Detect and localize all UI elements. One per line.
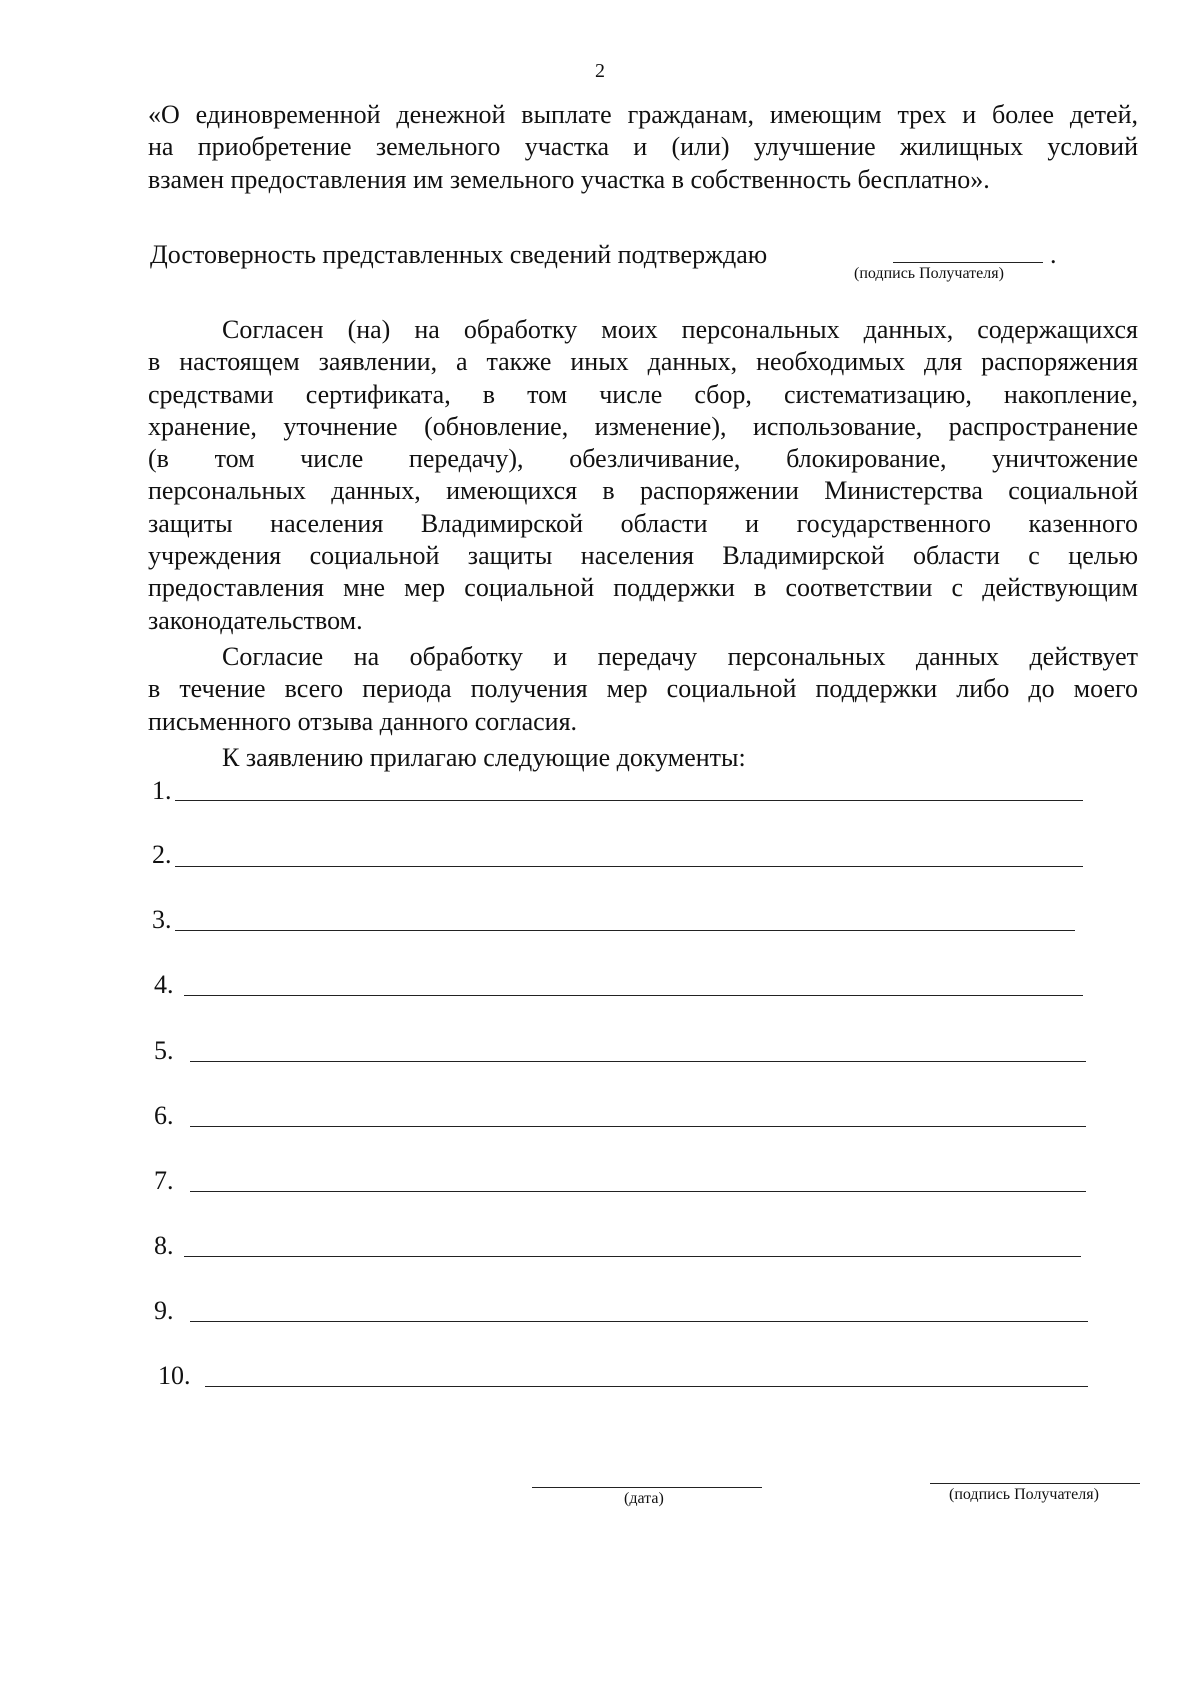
trailing-dot: . [1050,240,1057,269]
consent-line: средствами сертификата, в том числе сбор, систематизацию, накопление, [148,379,1138,409]
document-number: 8. [154,1231,174,1260]
document-entry-line[interactable] [184,995,1083,996]
validity-line: письменного отзыва данного согласия. [148,706,578,736]
document-entry-line[interactable] [175,930,1075,931]
document-number: 7. [154,1166,174,1195]
validity-paragraph [148,641,1138,706]
validity-line: Согласие на обработку и передачу персональных данных действует [222,642,1138,671]
validity-paragraph-end [148,706,1138,738]
page-number: 2 [595,60,605,82]
consent-line: в настоящем заявлении, а также иных данных, необходимых для распоряжения [148,347,1138,377]
signature-line[interactable] [893,262,1043,263]
consent-line: предоставления мне мер социальной поддержки в соответствии с действующим [148,573,1138,603]
document-number: 4. [154,970,174,999]
consent-line: хранение, уточнение (обновление, изменение), использование, распространение [148,411,1138,441]
intro-line: «О единовременной денежной выплате гражданам, имеющим трех и более детей, [148,100,1138,129]
documents-title: К заявлению прилагаю следующие документы: [222,743,746,772]
document-number: 6. [154,1101,174,1130]
document-entry-line[interactable] [190,1191,1086,1192]
document-entry-line[interactable] [205,1386,1088,1387]
document-number: 10. [158,1361,191,1390]
consent-line: персональных данных, имеющихся в распоряжении Министерства социальной [148,476,1138,506]
document-entry-line[interactable] [190,1061,1086,1062]
document-entry-line[interactable] [190,1126,1086,1127]
intro-paragraph-end [148,164,1138,196]
intro-line: взамен предоставления им земельного участка в собственность бесплатно». [148,164,990,194]
document-entry-line[interactable] [184,1256,1081,1257]
document-number: 1. [152,776,172,805]
intro-line: на приобретение земельного участка и (или) улучшение жилищных условий [148,132,1138,162]
consent-line: Согласен (на) на обработку моих персональных данных, содержащихся [222,315,1138,344]
footer-signature-caption: (подпись Получателя) [949,1486,1099,1503]
document-number: 2. [152,840,172,869]
validity-line: в течение всего периода получения мер социальной поддержки либо до моего [148,674,1138,704]
document-number: 3. [152,905,172,934]
document-entry-line[interactable] [190,1321,1088,1322]
date-caption: (дата) [624,1490,664,1507]
document-number: 9. [154,1296,174,1325]
document-number: 5. [154,1036,174,1065]
intro-paragraph [148,99,1138,164]
consent-line: защиты населения Владимирской области и государственного казенного [148,508,1138,538]
consent-paragraph-end [148,605,1138,637]
signature-caption: (подпись Получателя) [854,265,1004,282]
consent-line: (в том числе передачу), обезличивание, блокирование, уничтожение [148,444,1138,474]
consent-paragraph [148,314,1138,605]
verification-statement: Достоверность представленных сведений подтверждаю [150,240,768,269]
document-entry-line[interactable] [175,800,1083,801]
date-line[interactable] [532,1487,762,1488]
document-entry-line[interactable] [175,866,1083,867]
footer-signature-line[interactable] [930,1483,1140,1484]
consent-line: законодательством. [148,605,363,635]
consent-line: учреждения социальной защиты населения Владимирской области с целью [148,541,1138,571]
